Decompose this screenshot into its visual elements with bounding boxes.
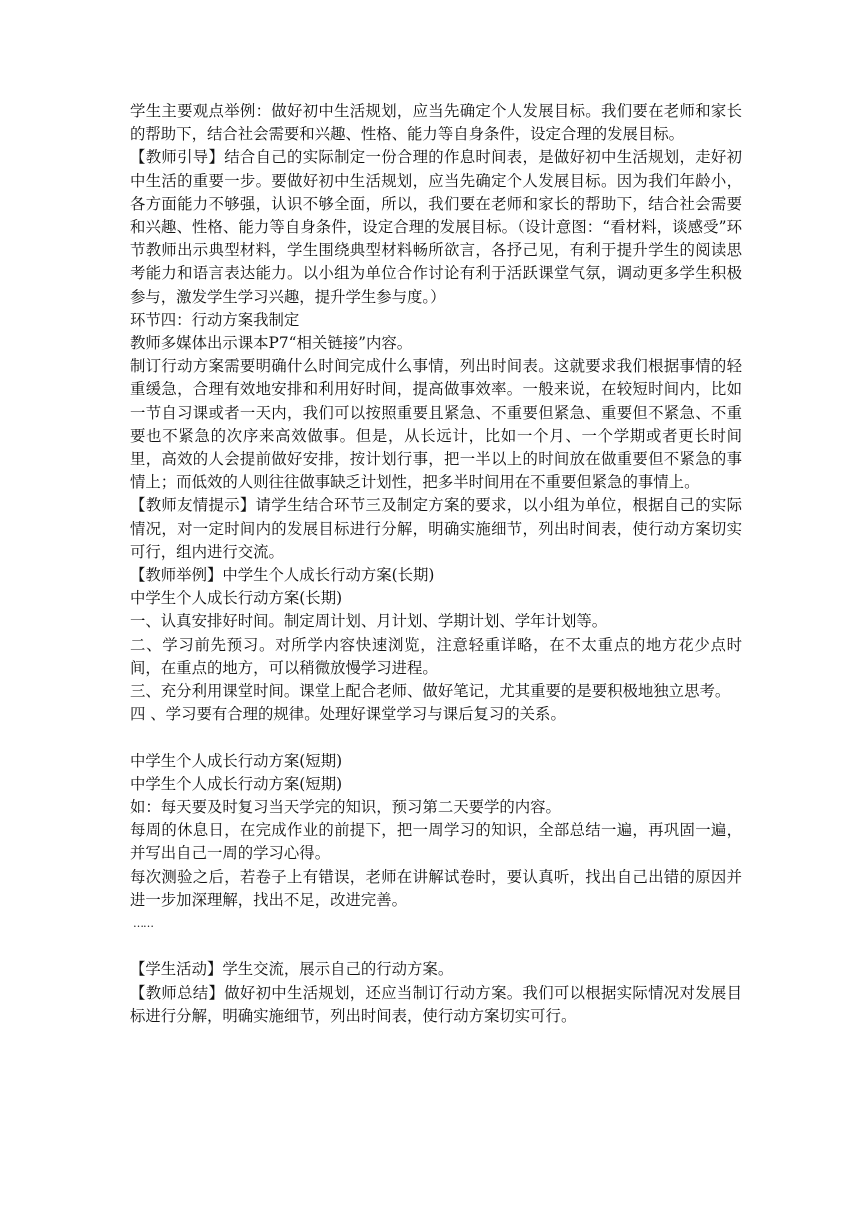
long-term-item-4: 四 、学习要有合理的规律。处理好课堂学习与课后复习的关系。 xyxy=(130,705,566,724)
multimedia-link-paragraph: 教师多媒体出示课本P7“相关链接”内容。 xyxy=(130,334,413,353)
short-term-plan-title: 中学生个人成长行动方案(短期) xyxy=(130,774,343,793)
blank-line xyxy=(130,935,742,958)
document-body xyxy=(130,100,742,1028)
ellipsis-mark: …… xyxy=(133,917,153,931)
blank-line xyxy=(130,726,742,749)
short-term-item-test: 每次测验之后，若卷子上有错误，老师在讲解试卷时，要认真听，找出自己出错的原因并进一步加深理解，找出不足，改进完善。 xyxy=(130,867,742,909)
short-term-item-weekly: 每周的休息日，在完成作业的前提下，把一周学习的知识，全部总结一遍，再巩固一遍，并写出自己一周的学习心得。 xyxy=(130,821,742,863)
long-term-item-2: 二、学习前先预习。对所学内容快速浏览，注意轻重详略，在不太重点的地方花少点时间，在重点的地方，可以稍微放慢学习进程。 xyxy=(130,635,742,677)
long-term-item-3: 三、充分利用课堂时间。课堂上配合老师、做好笔记，尤其重要的是要积极地独立思考。 xyxy=(130,682,731,701)
teacher-tip-paragraph: 【教师友情提示】请学生结合环节三及制定方案的要求，以小组为单位，根据自己的实际情况，对一定时间内的发展目标进行分解，明确实施细节，列出时间表，使行动方案切实可行，组内进行交流。 xyxy=(130,496,742,561)
long-term-item-1: 一、认真安排好时间。制定周计划、月计划、学期计划、学年计划等。 xyxy=(130,612,608,631)
student-activity-paragraph: 【学生活动】学生交流，展示自己的行动方案。 xyxy=(130,960,454,979)
student-viewpoint-paragraph: 学生主要观点举例：做好初中生活规划，应当先确定个人发展目标。我们要在老师和家长的帮助下，结合社会需要和兴趣、性格、能力等自身条件，设定合理的发展目标。 xyxy=(130,102,742,144)
teacher-summary-paragraph: 【教师总结】做好初中生活规划，还应当制订行动方案。我们可以根据实际情况对发展目标进行分解，明确实施细节，列出时间表，使行动方案切实可行。 xyxy=(130,983,742,1025)
teacher-guidance-paragraph: 【教师引导】结合自己的实际制定一份合理的作息时间表，是做好初中生活规划，走好初中生活的重要一步。要做好初中生活规划，应当先确定个人发展目标。因为我们年龄小，各方面能力不够强，认识不够全面，所以，我们要在老师和家长的帮助下，结合社会需要和兴趣、性格、能力等自身条件，设定合理的发展目标。（设计意图：“看材料，谈感受”环节教师出示典型材料，学生围绕典型材料畅所欲言，各抒己见，有利于提升学生的阅读思考能力和语言表达能力。以小组为单位合作讨论有利于活跃课堂气氛，调动更多学生积极参与，激发学生学习兴趣，提升学生参与度。） xyxy=(130,148,742,306)
short-term-item-daily: 如：每天要及时复习当天学完的知识，预习第二天要学的内容。 xyxy=(130,798,561,817)
action-plan-explanation-paragraph: 制订行动方案需要明确什么时间完成什么事情，列出时间表。这就要求我们根据事情的轻重缓急，合理有效地安排和利用好时间，提高做事效率。一般来说，在较短时间内，比如一节自习课或者一天内，我们可以按照重要且紧急、不重要但紧急、重要但不紧急、不重要也不紧急的次序来高效做事。但是，从长远计，比如一个月、一个学期或者更长时间里，高效的人会提前做好安排，按计划行事，把一半以上的时间放在做重要但不紧急的事情上；而低效的人则往往做事缺乏计划性，把多半时间用在不重要但紧急的事情上。 xyxy=(130,357,742,492)
teacher-example-heading: 【教师举例】中学生个人成长行动方案(长期) xyxy=(130,566,435,585)
long-term-plan-title: 中学生个人成长行动方案(长期) xyxy=(130,589,343,608)
short-term-plan-heading: 中学生个人成长行动方案(短期) xyxy=(130,751,343,770)
section-four-heading: 环节四：行动方案我制定 xyxy=(130,310,300,329)
